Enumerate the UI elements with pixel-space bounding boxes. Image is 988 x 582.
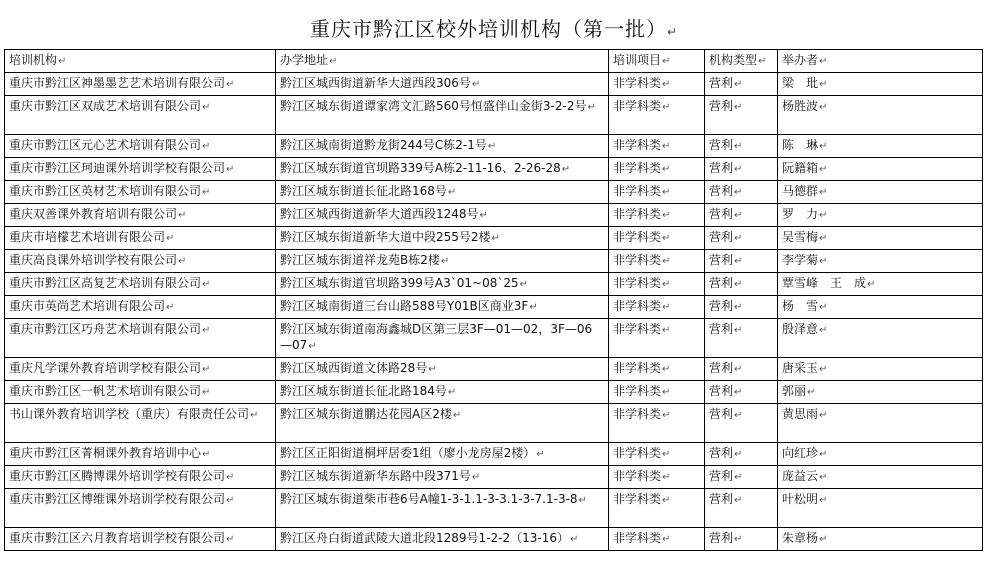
cell-address-text: 黔江区正阳街道桐坪居委1组（廖小龙房屋2楼） ↵ [280,446,545,460]
cell-type [705,466,778,489]
cell-org [5,250,276,273]
cell-item [609,466,705,489]
cell-item [609,73,705,96]
cell-type-text: 营利 ↵ [709,469,742,483]
cell-host [778,296,983,319]
cell-item-text: 非学科类 ↵ [613,407,670,421]
table-body [5,73,983,551]
cell-address [276,404,609,443]
cell-org-text: 重庆市黔江区双成艺术培训有限公司 ↵ [9,99,210,113]
cell-item [609,158,705,181]
cell-org [5,158,276,181]
cell-address-text: 黔江区城南街道黔龙街244号C栋2-1号 ↵ [280,138,496,152]
cell-org [5,96,276,135]
cell-host-text: 吴雪梅 ↵ [782,230,827,244]
cell-type [705,273,778,296]
cell-org [5,319,276,358]
cell-host-text: 郭丽 ↵ [782,384,815,398]
cell-host [778,443,983,466]
cell-item [609,528,705,551]
cell-address-text: 黔江区城东街道长征北路184号 ↵ [280,384,456,398]
cell-type [705,528,778,551]
cell-type-text: 营利 ↵ [709,384,742,398]
cell-host-text: 庞益云 ↵ [782,469,827,483]
cell-address [276,443,609,466]
cell-item [609,358,705,381]
cell-org-text: 重庆高良课外培训学校有限公司 ↵ [9,253,186,267]
table-row [5,528,983,551]
cell-org [5,296,276,319]
cell-item-text: 非学科类 ↵ [613,322,670,336]
cell-item-text: 非学科类 ↵ [613,299,670,313]
table-row [5,296,983,319]
header-org-label: 培训机构 ↵ [9,53,66,67]
cell-item [609,250,705,273]
table-row [5,158,983,181]
table-row [5,489,983,528]
cell-address [276,489,609,528]
cell-item [609,273,705,296]
table-row [5,227,983,250]
cell-host [778,135,983,158]
cell-host-text: 梁 玭 ↵ [782,76,827,90]
cell-item-text: 非学科类 ↵ [613,361,670,375]
cell-item-text: 非学科类 ↵ [613,99,670,113]
cell-address-text: 黔江区城东街道新华东路中段371号 ↵ [280,469,480,483]
cell-org-text: 书山课外教育培训学校（重庆）有限责任公司 ↵ [9,407,258,421]
cell-host-text: 黄思雨 ↵ [782,407,827,421]
cell-org-text: 重庆市英尚艺术培训有限公司 ↵ [9,299,174,313]
header-org [5,50,276,73]
cell-address [276,273,609,296]
table-row [5,96,983,135]
cell-item [609,96,705,135]
cell-item [609,443,705,466]
cell-host [778,489,983,528]
cell-org [5,489,276,528]
cell-host-text: 李学菊 ↵ [782,253,827,267]
document-title-text: 重庆市黔江区校外培训机构（第一批） [309,17,667,41]
cell-item [609,227,705,250]
cell-host [778,181,983,204]
cell-host-text: 陈 琳 ↵ [782,138,827,152]
cell-type-text: 营利 ↵ [709,446,742,460]
header-item-label: 培训项目 ↵ [613,53,670,67]
cell-host-text: 殷泽意 ↵ [782,322,827,336]
cell-type [705,96,778,135]
cell-type-text: 营利 ↵ [709,276,742,290]
cell-item-text: 非学科类 ↵ [613,138,670,152]
cell-type-text: 营利 ↵ [709,99,742,113]
cell-type [705,443,778,466]
cell-type-text: 营利 ↵ [709,407,742,421]
table-row [5,181,983,204]
cell-org-text: 重庆市黔江区珂迪课外培训学校有限公司 ↵ [9,161,234,175]
cell-org-text: 重庆市黔江区腾博课外培训学校有限公司 ↵ [9,469,234,483]
cell-org [5,466,276,489]
cell-address-text: 黔江区城西街道新华大道西段1248号 ↵ [280,207,488,221]
cell-org-text: 重庆市黔江区元心艺术培训有限公司 ↵ [9,138,210,152]
cell-address-text: 黔江区城东街道南海鑫城D区第三层3F—01—02，3F—06—07 ↵ [280,322,592,352]
cell-type [705,158,778,181]
cell-host-text: 叶松明 ↵ [782,492,827,506]
cell-host [778,319,983,358]
header-host-label: 举办者 ↵ [782,53,827,67]
cell-address-text: 黔江区城东街道祥龙苑B栋2楼 ↵ [280,253,449,267]
cell-address [276,466,609,489]
cell-address [276,381,609,404]
cell-type [705,358,778,381]
cell-item [609,135,705,158]
table-row [5,204,983,227]
cell-type-text: 营利 ↵ [709,299,742,313]
cell-address [276,296,609,319]
cell-item-text: 非学科类 ↵ [613,184,670,198]
cell-address-text: 黔江区舟白街道武陵大道北段1289号1-2-2（13-16） ↵ [280,531,578,545]
cell-item [609,204,705,227]
cell-host-text: 阮籍箱 ↵ [782,161,827,175]
cell-address-text: 黔江区城东街道鹏达花园A区2楼 ↵ [280,407,461,421]
cell-host-text: 杨胜波 ↵ [782,99,827,113]
cell-host [778,204,983,227]
header-address [276,50,609,73]
cell-type [705,381,778,404]
cell-address [276,319,609,358]
cell-org-text: 重庆市黔江区博维课外培训学校有限公司 ↵ [9,492,234,506]
cell-host-text: 罗 力 ↵ [782,207,827,221]
cell-host [778,528,983,551]
cell-host [778,358,983,381]
header-host [778,50,983,73]
cell-host-text: 向红珍 ↵ [782,446,827,460]
cell-address-text: 黔江区城西街道新华大道西段306号 ↵ [280,76,480,90]
cell-address-text: 黔江区城东街道新华大道中段255号2楼 ↵ [280,230,500,244]
cell-item-text: 非学科类 ↵ [613,531,670,545]
header-item [609,50,705,73]
cell-item-text: 非学科类 ↵ [613,76,670,90]
cell-address [276,227,609,250]
cell-address [276,204,609,227]
cell-type-text: 营利 ↵ [709,361,742,375]
cell-host-text: 马德群 ↵ [782,184,827,198]
cell-type-text: 营利 ↵ [709,492,742,506]
cell-address-text: 黔江区城东街道官坝路339号A栋2-11-16、2-26-28 ↵ [280,161,570,175]
table-row [5,250,983,273]
cell-address [276,135,609,158]
cell-type-text: 营利 ↵ [709,531,742,545]
cell-org-text: 重庆市黔江区六月教育培训学校有限公司 ↵ [9,531,234,545]
cell-type-text: 营利 ↵ [709,207,742,221]
cell-host-text: 杨 雪 ↵ [782,299,827,313]
cell-item [609,404,705,443]
cell-address-text: 黔江区城南街道三台山路588号Y01B区商业3F ↵ [280,299,538,313]
cell-address [276,358,609,381]
cell-type [705,227,778,250]
cell-address-text: 黔江区城西街道文体路28号 ↵ [280,361,437,375]
cell-type [705,296,778,319]
cell-host-text: 朱章杨 ↵ [782,531,827,545]
cell-item-text: 非学科类 ↵ [613,384,670,398]
header-address-label: 办学地址 ↵ [280,53,337,67]
paragraph-mark-icon: ↵ [666,25,679,39]
cell-type [705,319,778,358]
cell-address [276,158,609,181]
cell-org-text: 重庆市黔江区菁桐课外教育培训中心 ↵ [9,446,210,460]
cell-org-text: 重庆凡学课外教育培训学校有限公司 ↵ [9,361,210,375]
cell-org [5,443,276,466]
cell-org [5,181,276,204]
cell-type [705,489,778,528]
cell-type [705,135,778,158]
cell-org [5,135,276,158]
cell-type-text: 营利 ↵ [709,322,742,336]
cell-type-text: 营利 ↵ [709,184,742,198]
cell-org [5,528,276,551]
cell-item-text: 非学科类 ↵ [613,253,670,267]
table-header-row [5,50,983,73]
cell-item-text: 非学科类 ↵ [613,446,670,460]
cell-type [705,73,778,96]
table-row [5,466,983,489]
cell-item-text: 非学科类 ↵ [613,230,670,244]
cell-org-text: 重庆市培檬艺术培训有限公司 ↵ [9,230,174,244]
header-type [705,50,778,73]
table-row [5,273,983,296]
cell-type [705,404,778,443]
cell-org [5,404,276,443]
table-row [5,381,983,404]
cell-address-text: 黔江区城东街道长征北路168号 ↵ [280,184,456,198]
cell-item [609,181,705,204]
cell-org-text: 重庆市黔江区神墨墨艺艺术培训有限公司 ↵ [9,76,234,90]
cell-host [778,250,983,273]
institution-table [4,49,983,551]
cell-host [778,381,983,404]
cell-org-text: 重庆市黔江区英材艺术培训有限公司 ↵ [9,184,210,198]
cell-org [5,227,276,250]
cell-item [609,319,705,358]
cell-type [705,250,778,273]
cell-item [609,381,705,404]
cell-org [5,381,276,404]
table-row [5,73,983,96]
cell-item-text: 非学科类 ↵ [613,469,670,483]
cell-address-text: 黔江区城东街道官坝路399号A3`01~08`25 ↵ [280,276,528,290]
cell-type [705,181,778,204]
cell-org-text: 重庆双善课外教育培训有限公司 ↵ [9,207,186,221]
table-row [5,443,983,466]
cell-org-text: 重庆市黔江区巧舟艺术培训有限公司 ↵ [9,322,210,336]
cell-address-text: 黔江区城东街道谭家湾文汇路560号恒盛伴山金街3-2-2号 ↵ [280,99,596,113]
cell-org [5,358,276,381]
cell-host-text: 覃雪峰 王 成 ↵ [782,276,875,290]
cell-host [778,96,983,135]
cell-address [276,181,609,204]
cell-type-text: 营利 ↵ [709,161,742,175]
table-row [5,404,983,443]
cell-item-text: 非学科类 ↵ [613,161,670,175]
cell-org [5,273,276,296]
cell-item-text: 非学科类 ↵ [613,207,670,221]
cell-type-text: 营利 ↵ [709,253,742,267]
cell-host [778,227,983,250]
table-row [5,135,983,158]
cell-org [5,73,276,96]
cell-address [276,73,609,96]
cell-org-text: 重庆市黔江区一帆艺术培训有限公司 ↵ [9,384,210,398]
table-row [5,358,983,381]
cell-type-text: 营利 ↵ [709,76,742,90]
cell-org-text: 重庆市黔江区高复艺术培训有限公司 ↵ [9,276,210,290]
document-title [0,16,988,45]
cell-type-text: 营利 ↵ [709,230,742,244]
cell-item-text: 非学科类 ↵ [613,492,670,506]
cell-item [609,489,705,528]
cell-host [778,273,983,296]
cell-address [276,250,609,273]
cell-org [5,204,276,227]
header-type-label: 机构类型 ↵ [709,53,766,67]
cell-item-text: 非学科类 ↵ [613,276,670,290]
cell-address [276,528,609,551]
cell-item [609,296,705,319]
cell-type-text: 营利 ↵ [709,138,742,152]
cell-address [276,96,609,135]
table-row [5,319,983,358]
cell-host [778,466,983,489]
cell-type [705,204,778,227]
cell-host-text: 唐采玉 ↵ [782,361,827,375]
cell-address-text: 黔江区城东街道柴市巷6号A幢1-3-1.1-3-3.1-3-7.1-3-8 ↵ [280,492,587,506]
cell-host [778,158,983,181]
cell-host [778,404,983,443]
cell-host [778,73,983,96]
